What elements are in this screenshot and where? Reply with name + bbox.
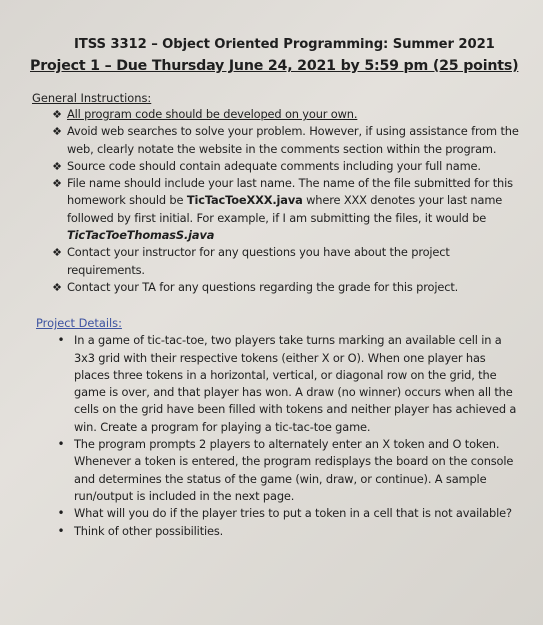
course-title: ITSS 3312 – Object Oriented Programming: Summer 2021 <box>74 37 495 52</box>
diamond-bullet-icon: ❖ <box>52 177 62 191</box>
dot-bullet-icon: • <box>57 333 65 348</box>
item-text: In a game of tic-tac-toe, two players take turns marking an available cell in a 3x3 grid with their respective tokens (either X or O). When one player has places three tokens in a horizontal, vertical, or diagonal row on the grid, the game is over, and that player has won. A draw (no winner) occurs when all the cells on the grid have been filled with tokens and neither player has achieved a win. Create a program for playing a tic-tac-toe game. <box>74 333 517 434</box>
item-text: All program code should be developed on your own. <box>67 107 358 121</box>
diamond-bullet-icon: ❖ <box>52 108 62 121</box>
dot-bullet-icon: • <box>57 523 65 538</box>
diamond-bullet-icon: ❖ <box>52 246 62 260</box>
diamond-bullet-icon: ❖ <box>52 159 62 173</box>
list-item <box>30 279 521 296</box>
file-name-example: TicTacToeThomasS.java <box>67 228 215 243</box>
diamond-bullet-icon: ❖ <box>52 280 62 294</box>
list-item <box>30 523 521 540</box>
list-item <box>30 106 521 123</box>
list-item <box>30 436 521 505</box>
list-item <box>30 244 521 279</box>
project-title: Project 1 – Due Thursday June 24, 2021 by 5:59 pm (25 points) <box>30 58 519 74</box>
project-details-list <box>30 332 521 540</box>
project-details-heading: Project Details: <box>36 316 122 331</box>
item-text: where XXX denotes your last name followed by first initial. For example, if I am submitting the files, it would be <box>67 193 503 225</box>
diamond-bullet-icon: ❖ <box>52 125 62 139</box>
item-text: Avoid web searches to solve your problem. However, if using assistance from the web, clearly notate the website in the comments section within the program. <box>67 124 519 156</box>
general-instructions-heading: General Instructions: <box>32 91 152 105</box>
item-text: File name should include your last name. The name of the file submitted for this homework should be <box>67 176 513 208</box>
list-item <box>30 332 521 436</box>
list-item <box>30 505 521 522</box>
dot-bullet-icon: • <box>57 506 65 521</box>
general-instructions-list <box>30 106 521 296</box>
item-text: The program prompts 2 players to alternately enter an X token and O token. Whenever a token is entered, the program redisplays the board on the console and determines the status of the game (win, draw, or continue). A sample run/output is included in the next page. <box>74 437 514 503</box>
list-item <box>30 158 521 175</box>
item-text: Source code should contain adequate comments including your full name. <box>67 158 481 173</box>
item-text: What will you do if the player tries to put a token in a cell that is not available? <box>74 506 512 521</box>
list-item <box>30 123 521 158</box>
dot-bullet-icon: • <box>57 437 65 452</box>
list-item <box>30 175 521 244</box>
item-text: Contact your instructor for any questions you have about the project requirements. <box>67 245 450 277</box>
item-text: Contact your TA for any questions regarding the grade for this project. <box>67 279 459 294</box>
item-text: Think of other possibilities. <box>74 523 224 538</box>
file-name-pattern: TicTacToeXXX.java <box>186 193 303 208</box>
